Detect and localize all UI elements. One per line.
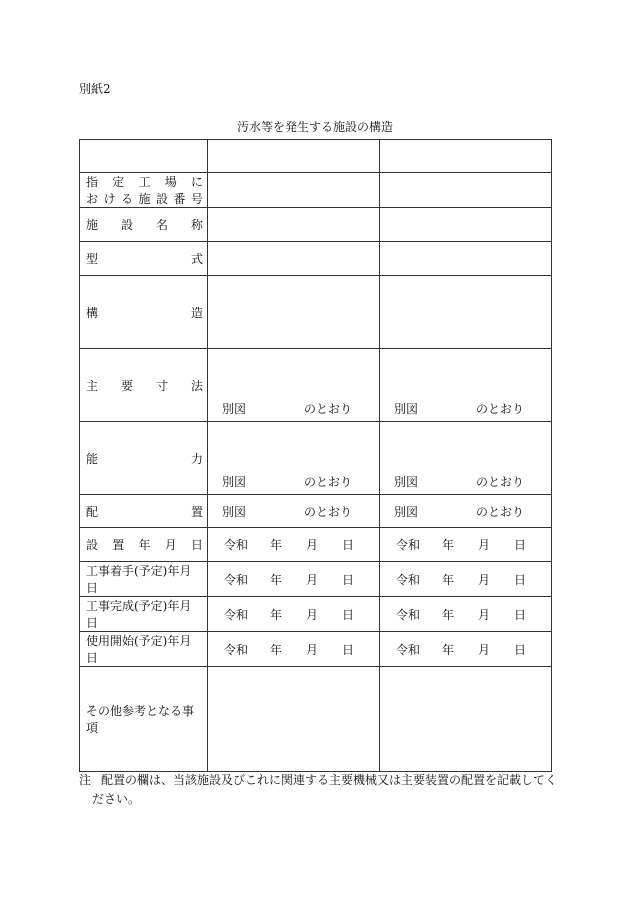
value-cell-2[interactable] <box>380 667 552 772</box>
value-cell-2[interactable] <box>380 276 552 349</box>
note-mark: 注 <box>79 773 92 787</box>
note-text-line-2: ださい。 <box>92 792 141 806</box>
value-cell-1[interactable]: 別図 のとおり <box>208 349 380 422</box>
value-cell-1[interactable] <box>208 173 380 208</box>
value-cell-2[interactable]: 別図 のとおり <box>380 495 552 528</box>
table-row-installed-date <box>80 528 552 562</box>
label-cell-model: 型 式 <box>80 242 208 276</box>
label-cell-construction-start: 工事着手(予定)年月日 <box>80 562 208 597</box>
label-cell-blank <box>80 140 208 173</box>
label-cell-construction-complete: 工事完成(予定)年月日 <box>80 597 208 632</box>
value-cell-2[interactable]: 令和 年 月 日 <box>380 528 552 562</box>
table-row-capacity <box>80 422 552 495</box>
value-cell-2[interactable]: 別図 のとおり <box>380 422 552 495</box>
value-cell-1[interactable]: 令和 年 月 日 <box>208 597 380 632</box>
footnote <box>79 771 559 809</box>
table-row-construction-complete <box>80 597 552 632</box>
label-cell-factory-number <box>80 173 208 208</box>
value-cell-1[interactable]: 令和 年 月 日 <box>208 528 380 562</box>
value-cell-1[interactable]: 令和 年 月 日 <box>208 562 380 597</box>
value-cell-1[interactable] <box>208 208 380 242</box>
table-row-use-start <box>80 632 552 667</box>
label-cell-facility-name: 施 設 名 称 <box>80 208 208 242</box>
label-cell-structure: 構 造 <box>80 276 208 349</box>
value-cell-1[interactable] <box>208 140 380 173</box>
table-row-facility-name <box>80 208 552 242</box>
table-row-dimensions <box>80 349 552 422</box>
page-label: 別紙2 <box>79 82 111 96</box>
label-cell-other: その他参考となる事項 <box>80 667 208 772</box>
value-cell-1[interactable] <box>208 276 380 349</box>
label-cell-capacity: 能 力 <box>80 422 208 495</box>
table-row-structure <box>80 276 552 349</box>
value-cell-1[interactable]: 令和 年 月 日 <box>208 632 380 667</box>
table-row-layout <box>80 495 552 528</box>
label-line-2: お け る 施 設 番 号 <box>86 192 203 206</box>
label-cell-use-start: 使用開始(予定)年月日 <box>80 632 208 667</box>
label-cell-dimensions: 主 要 寸 法 <box>80 349 208 422</box>
value-cell-2[interactable] <box>380 242 552 276</box>
label-line-1: 指 定 工 場 に <box>86 175 203 189</box>
value-cell-1[interactable]: 別図 のとおり <box>208 495 380 528</box>
value-cell-2[interactable]: 別図 のとおり <box>380 349 552 422</box>
value-cell-2[interactable] <box>380 173 552 208</box>
value-cell-1[interactable] <box>208 242 380 276</box>
table-row-other <box>80 667 552 772</box>
value-cell-2[interactable] <box>380 140 552 173</box>
value-cell-2[interactable]: 令和 年 月 日 <box>380 562 552 597</box>
value-cell-1[interactable] <box>208 667 380 772</box>
value-cell-1[interactable]: 別図 のとおり <box>208 422 380 495</box>
value-cell-2[interactable]: 令和 年 月 日 <box>380 597 552 632</box>
table-row-model <box>80 242 552 276</box>
value-cell-2[interactable]: 令和 年 月 日 <box>380 632 552 667</box>
value-cell-2[interactable] <box>380 208 552 242</box>
label-cell-layout: 配 置 <box>80 495 208 528</box>
table-row-blank <box>80 140 552 173</box>
note-text-line-1: 配置の欄は、当該施設及びこれに関連する主要機械又は主要装置の配置を記載してく <box>101 773 558 787</box>
label-cell-installed-date: 設 置 年 月 日 <box>80 528 208 562</box>
table-row-factory-number <box>80 173 552 208</box>
document-title: 汚水等を発生する施設の構造 <box>236 120 393 134</box>
facility-structure-table <box>79 139 552 772</box>
table-row-construction-start <box>80 562 552 597</box>
